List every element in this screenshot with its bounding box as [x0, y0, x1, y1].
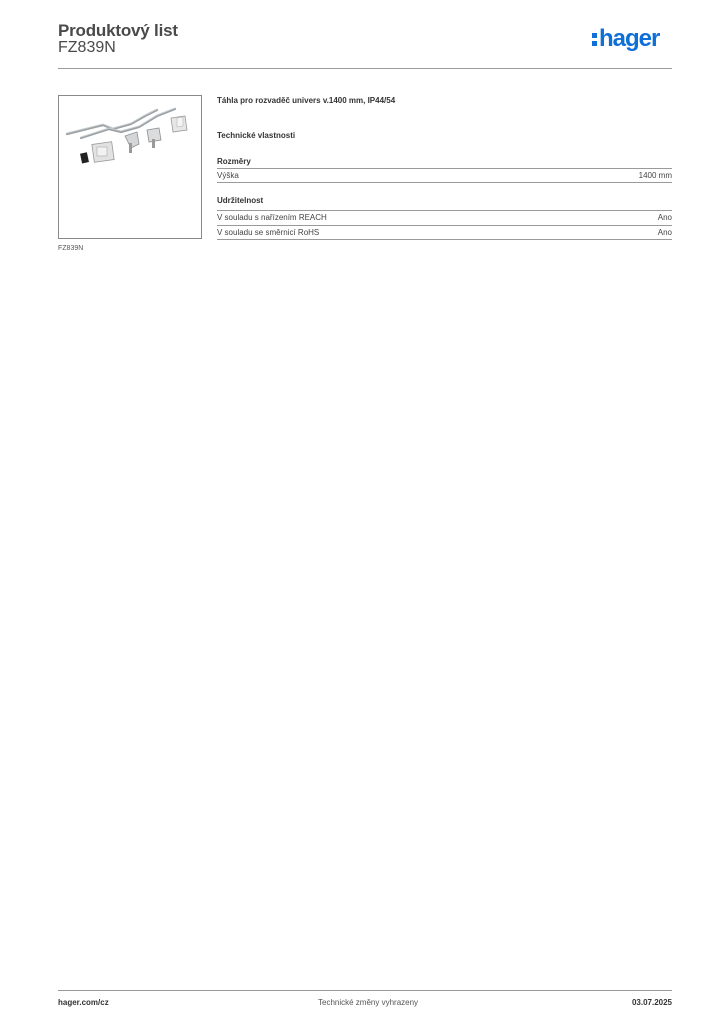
image-caption: FZ839N — [58, 245, 84, 252]
row-rule — [217, 239, 672, 240]
spec-label: V souladu s nařízením REACH — [217, 213, 327, 222]
spec-row — [217, 226, 672, 239]
row-rule — [217, 182, 672, 183]
footer-notice: Technické změny vyhrazeny — [318, 998, 419, 1007]
spec-row — [217, 211, 672, 224]
page-title: Produktový list — [58, 21, 178, 40]
footer-divider — [58, 990, 672, 991]
hager-logo — [592, 27, 659, 51]
logo-text: hager — [599, 25, 660, 52]
product-image — [58, 95, 202, 239]
spec-value: Ano — [657, 228, 672, 237]
spec-label: Výška — [217, 171, 239, 180]
technical-properties-heading: Technické vlastnosti — [217, 131, 296, 140]
product-name: Táhla pro rozvaděč univers v.1400 mm, IP44/54 — [217, 96, 396, 105]
spec-label: V souladu se směrnicí RoHS — [217, 228, 320, 237]
product-code: FZ839N — [58, 39, 116, 56]
spec-row — [217, 169, 672, 182]
logo-colon-icon — [592, 31, 597, 48]
section-heading-dimensions: Rozměry — [217, 157, 251, 166]
footer-date: 03.07.2025 — [631, 998, 672, 1007]
header-divider — [58, 68, 672, 69]
footer-website-link[interactable]: hager.com/cz — [58, 998, 109, 1007]
section-heading-sustainability: Udržitelnost — [217, 196, 264, 205]
rods-illustration — [59, 96, 201, 238]
spec-value: 1400 mm — [638, 171, 672, 180]
spec-value: Ano — [657, 213, 672, 222]
